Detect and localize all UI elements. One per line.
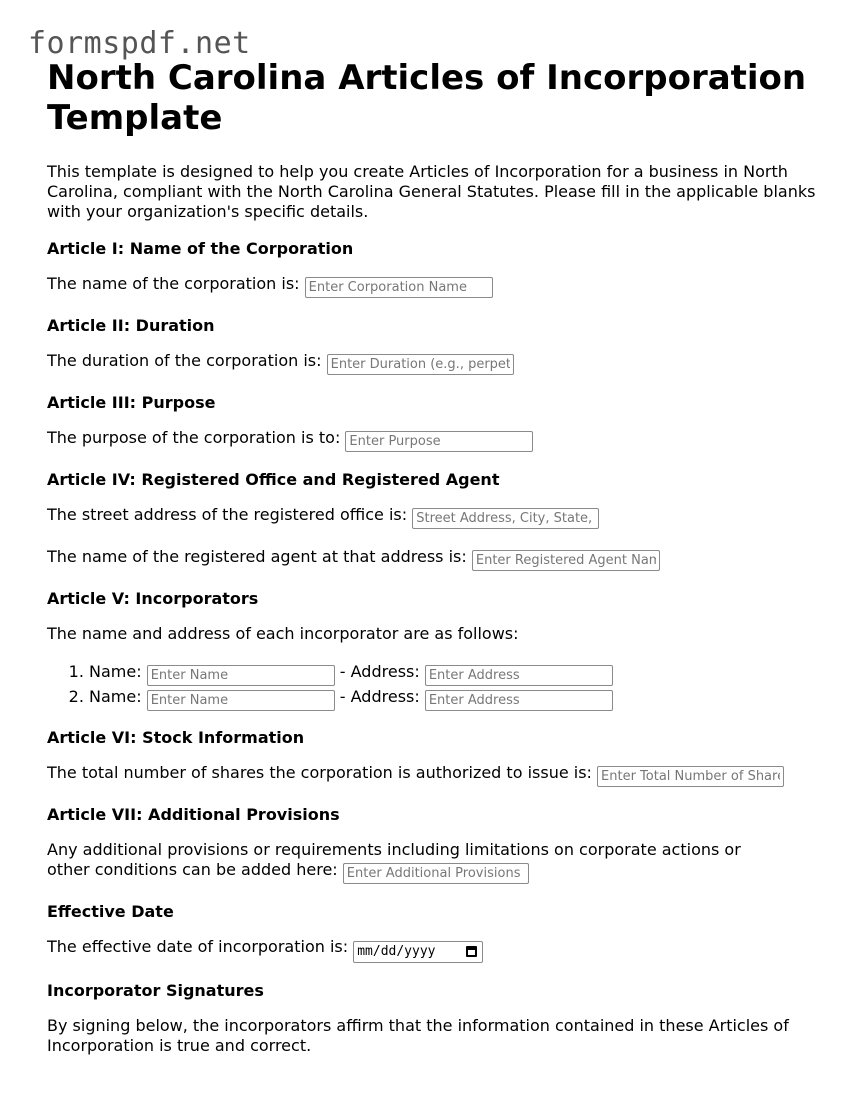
article-6-label: The total number of shares the corporation is authorized to issue is: xyxy=(47,763,592,782)
duration-input[interactable] xyxy=(327,354,514,375)
article-7-row xyxy=(47,840,827,884)
article-5-text: The name and address of each incorporator are as follows: xyxy=(47,624,519,643)
article-1-row xyxy=(47,274,827,298)
article-3-row xyxy=(47,428,827,452)
article-1-heading: Article I: Name of the Corporation xyxy=(47,239,354,258)
incorporator-address-label: - Address: xyxy=(339,687,420,706)
document-body xyxy=(47,58,827,1056)
article-7-heading: Article VII: Additional Provisions xyxy=(47,805,340,824)
effective-date-row xyxy=(47,937,827,963)
incorporator-item xyxy=(89,686,827,711)
article-2-heading: Article II: Duration xyxy=(47,316,215,335)
effective-date-label: The effective date of incorporation is: xyxy=(47,937,349,956)
article-2-row xyxy=(47,351,827,375)
registered-office-label: The street address of the registered office is: xyxy=(47,505,408,524)
registered-office-input[interactable] xyxy=(412,508,599,529)
article-3-heading: Article III: Purpose xyxy=(47,393,216,412)
effective-date-heading: Effective Date xyxy=(47,902,174,921)
article-2-label: The duration of the corporation is: xyxy=(47,351,322,370)
incorporator-address-label: - Address: xyxy=(339,662,420,681)
registered-agent-label: The name of the registered agent at that address is: xyxy=(47,547,467,566)
registered-office-row xyxy=(47,505,827,529)
purpose-input[interactable] xyxy=(345,431,533,452)
article-7-text-line2: other conditions can be added here: xyxy=(47,860,338,879)
incorporator-name-label: Name: xyxy=(89,662,142,681)
registered-agent-input[interactable] xyxy=(472,550,660,571)
page-title: North Carolina Articles of Incorporation Template xyxy=(47,58,807,138)
article-7-text-line1: Any additional provisions or requirements including limitations on corporate actions or xyxy=(47,840,741,859)
article-6-heading: Article VI: Stock Information xyxy=(47,728,305,747)
article-6-row xyxy=(47,763,827,787)
signatures-text: By signing below, the incorporators affirm that the information contained in these Articles of Incorporation is true and correct. xyxy=(47,1016,789,1055)
article-5-heading: Article V: Incorporators xyxy=(47,589,259,608)
registered-agent-row xyxy=(47,547,827,571)
incorporator-1-name-input[interactable] xyxy=(147,665,335,686)
incorporator-2-address-input[interactable] xyxy=(425,690,613,711)
article-1-label: The name of the corporation is: xyxy=(47,274,300,293)
incorporator-item xyxy=(89,661,827,686)
article-4-heading: Article IV: Registered Office and Registered Agent xyxy=(47,470,500,489)
corporation-name-input[interactable] xyxy=(305,277,493,298)
additional-provisions-input[interactable] xyxy=(343,863,529,884)
intro-paragraph: This template is designed to help you create Articles of Incorporation for a business in North Carolina, compliant with the North Carolina General Statutes. Please fill in the applicable blanks with your organization's specific details. xyxy=(47,162,816,221)
incorporator-2-name-input[interactable] xyxy=(147,690,335,711)
date-placeholder: mm/dd/yyyy xyxy=(357,944,436,959)
incorporator-name-label: Name: xyxy=(89,687,142,706)
incorporator-1-address-input[interactable] xyxy=(425,665,613,686)
calendar-icon[interactable] xyxy=(466,946,477,957)
incorporator-list xyxy=(47,661,827,711)
total-shares-input[interactable] xyxy=(597,766,784,787)
article-3-label: The purpose of the corporation is to: xyxy=(47,428,341,447)
watermark: formspdf.net xyxy=(28,26,251,61)
signatures-heading: Incorporator Signatures xyxy=(47,981,264,1000)
effective-date-input[interactable] xyxy=(353,941,483,963)
